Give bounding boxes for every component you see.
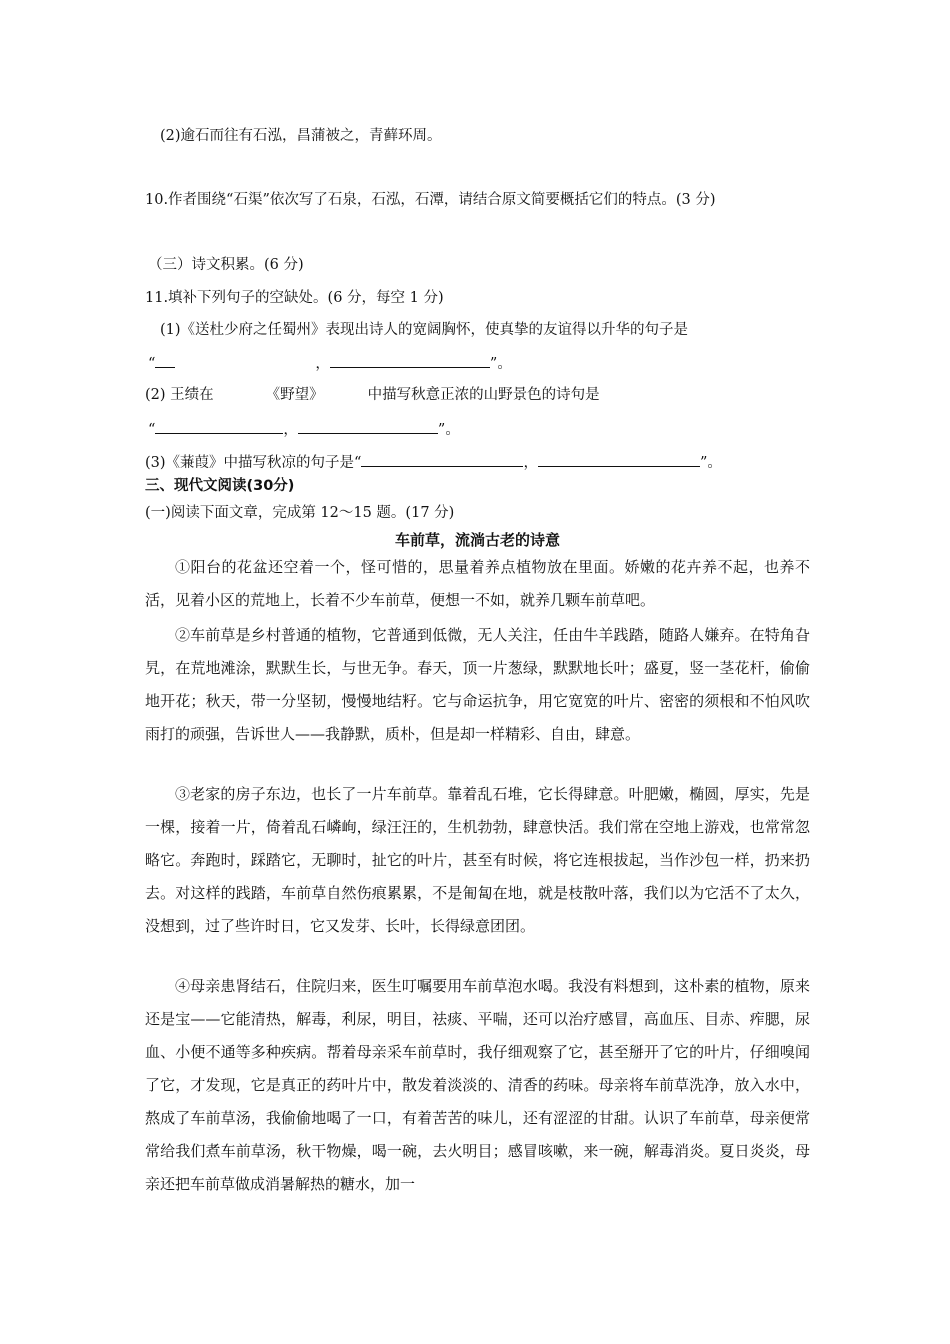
q11-1-prompt: (1)《送杜少府之任蜀州》表现出诗人的宽阔胸怀，使真挚的友谊得以升华的句子是 [160, 322, 689, 338]
answer-blank[interactable] [538, 451, 700, 467]
answer-blank[interactable] [155, 418, 283, 434]
section-poetry-heading: （三）诗文积累。(6 分) [148, 257, 304, 273]
comma: ， [315, 356, 330, 372]
q11-2-part-c: 中描写秋意正浓的山野景色的诗句是 [367, 387, 600, 403]
comma: ， [283, 422, 298, 438]
question-11: 11.填补下列句子的空缺处。(6 分，每空 1 分) [145, 290, 444, 306]
answer-blank[interactable] [361, 451, 523, 467]
q11-3-line [145, 451, 722, 473]
q9-item-2: (2)逾石而往有石泓，昌蒲被之，青藓环周。 [160, 128, 442, 144]
answer-blank[interactable] [298, 418, 438, 434]
article-paragraph-1: ①阳台的花盆还空着一个，怪可惜的，思量着养点植物放在里面。娇嫩的花卉养不起，也养不活，见着小区的荒地上，长着不少车前草，便想一不如，就养几颗车前草吧。 [145, 558, 810, 609]
answer-blank[interactable] [330, 352, 490, 368]
comma: ， [523, 455, 538, 471]
q11-2-answer-line [148, 418, 460, 440]
q11-3-prompt: (3)《蒹葭》中描写秋凉的句子是“ [145, 455, 362, 471]
q11-2-part-a: (2) 王绩在 [145, 387, 214, 403]
modern-reading-intro: (一)阅读下面文章，完成第 12～15 题。(17 分) [145, 505, 455, 521]
close-quote: ”。 [699, 455, 722, 471]
q11-1-answer-line [148, 352, 512, 374]
question-10: 10.作者围绕“石渠”依次写了石泉，石泓，石潭，请结合原文简要概括它们的特点。(3 分) [145, 192, 716, 208]
open-quote: “ [148, 356, 156, 372]
article-title: 车前草，流淌古老的诗意 [394, 531, 560, 549]
q11-2-part-b: 《野望》 [265, 387, 324, 403]
answer-blank[interactable] [155, 352, 175, 368]
q11-2-prompt [145, 385, 600, 405]
section-modern-heading: 三、现代文阅读(30分) [145, 478, 295, 494]
open-quote: “ [148, 422, 156, 438]
article-paragraph-2: ②车前草是乡村普通的植物，它普通到低微，无人关注，任由牛羊践踏，随路人嫌弃。在特角旮旯，在荒地滩涂，默默生长，与世无争。春天，顶一片葱绿，默默地长叶；盛夏，竖一茎花杆，偷偷地开花；秋天，带一分坚韧，慢慢地结籽。它与命运抗争，用它宽宽的叶片、密密的须根和不怕风吹雨打的顽强，告诉世人——我静默，质朴，但是却一样精彩、自由，肆意。 [145, 626, 810, 743]
article-paragraph-4: ④母亲患肾结石，住院归来，医生叮嘱要用车前草泡水喝。我没有料想到，这朴素的植物，原来还是宝——它能清热，解毒，利尿，明目，祛痰、平喘，还可以治疗感冒，高血压、目赤、痄腮，尿血、小便不通等多种疾病。帮着母亲采车前草时，我仔细观察了它，甚至掰开了它的叶片，仔细嗅闻了它，才发现，它是真正的药叶片中，散发着淡淡的、清香的药味。母亲将车前草洗净，放入水中，熬成了车前草汤，我偷偷地喝了一口，有着苦苦的味儿，还有涩涩的甘甜。认识了车前草，母亲便常常给我们煮车前草汤，秋干物燥，喝一碗，去火明目；感冒咳嗽，来一碗，解毒消炎。夏日炎炎，母亲还把车前草做成消暑解热的糖水，加一 [145, 977, 810, 1193]
close-quote: ”。 [437, 422, 460, 438]
article-paragraph-3: ③老家的房子东边，也长了一片车前草。靠着乱石堆，它长得肆意。叶肥嫩，椭圆，厚实，先是一棵，接着一片，倚着乱石嶙峋，绿汪汪的，生机勃勃，肆意快活。我们常在空地上游戏，也常常忽略它。奔跑时，踩踏它，无聊时，扯它的叶片，甚至有时候，将它连根拔起，当作沙包一样，扔来扔去。对这样的践踏，车前草自然伤痕累累，不是匍匐在地，就是枝散叶落，我们以为它活不了太久，没想到，过了些许时日，它又发芽、长叶，长得绿意团团。 [145, 785, 810, 935]
close-quote: ”。 [489, 356, 512, 372]
